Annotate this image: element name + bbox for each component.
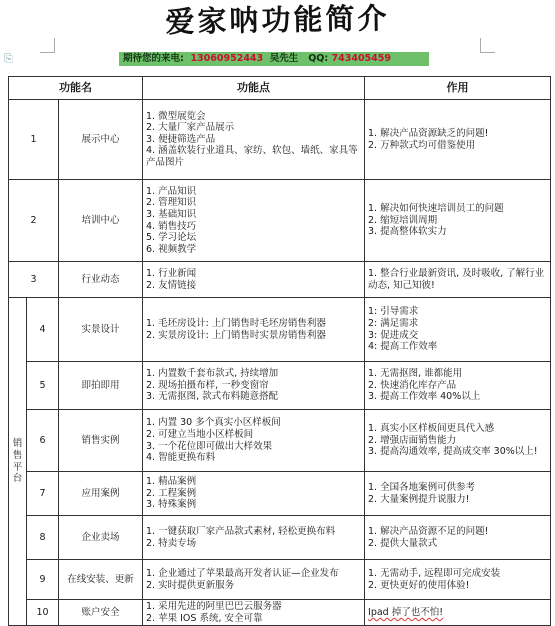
feature-name: 销售实例 — [59, 410, 143, 472]
feature-point: 1. 内置数千套布款式, 持续增加 — [146, 368, 279, 380]
group-label-sales-platform: 销售平台 — [9, 298, 27, 626]
usage-item: 2. 快速消化库存产品 — [368, 379, 457, 391]
feature-name: 企业卖场 — [59, 516, 143, 560]
header-usage: 作用 — [365, 77, 551, 100]
usage-item: 2. 缩短培训周期 — [368, 214, 438, 226]
feature-points-list — [146, 526, 361, 549]
feature-point: 2. 实时提供更新服务 — [146, 579, 235, 591]
table-row — [9, 410, 551, 472]
usage-item: 2. 万种款式均可借鉴使用 — [368, 139, 476, 151]
feature-point: 2. 特卖专场 — [146, 537, 197, 549]
usage-cell — [365, 180, 551, 262]
usage-cell — [365, 516, 551, 560]
feature-point: 2. 苹果 IOS 系统, 安全可靠 — [146, 612, 263, 624]
page-title: 爱家呐功能简介 — [165, 1, 390, 39]
feature-point: 1. 行业新闻 — [146, 267, 197, 279]
usage-item: 1. 解决如何快速培训员工的问题 — [368, 203, 504, 215]
feature-points-cell — [143, 600, 365, 626]
usage-item: 1. 解决产品资源缺乏的问题! — [368, 127, 489, 139]
feature-points-cell — [143, 472, 365, 516]
feature-point: 1. 采用先进的阿里巴巴云服务器 — [146, 601, 282, 612]
feature-points-list — [146, 601, 361, 624]
feature-point: 2. 大量厂家产品展示 — [146, 122, 235, 134]
row-number: 8 — [27, 516, 59, 560]
usage-cell — [365, 560, 551, 600]
usage-item: 1. 整合行业最新资讯, 及时吸收, 了解行业动态, 知己知彼! — [368, 267, 545, 291]
row-number: 3 — [9, 262, 59, 298]
feature-point: 1. 微型展览会 — [146, 110, 206, 122]
feature-point: 2. 现场拍摄布样, 一秒变窗帘 — [146, 379, 269, 391]
usage-item: 4: 提高工作效率 — [368, 341, 438, 353]
table-row — [9, 362, 551, 410]
row-number: 6 — [27, 410, 59, 472]
usage-item: 1. 真实小区样板间更具代入感 — [368, 423, 495, 435]
usage-list — [368, 368, 547, 403]
feature-name: 在线安装、更新 — [59, 560, 143, 600]
usage-cell — [365, 298, 551, 362]
usage-item: 2. 提供大量款式 — [368, 537, 438, 549]
row-number: 1 — [9, 100, 59, 180]
margin-corner-right — [480, 38, 495, 53]
feature-points-cell — [143, 362, 365, 410]
feature-name: 账户安全 — [59, 600, 143, 626]
table-row — [9, 516, 551, 560]
feature-points-list — [146, 417, 361, 463]
header-feature-points: 功能点 — [143, 77, 365, 100]
header-feature-name: 功能名 — [9, 77, 143, 100]
usage-item: 3. 提高整体软实力 — [368, 226, 447, 238]
row-number: 10 — [27, 600, 59, 626]
usage-cell — [365, 100, 551, 180]
table-row — [9, 600, 551, 626]
feature-points-cell — [143, 560, 365, 600]
feature-point: 3. 基础知识 — [146, 208, 197, 220]
table-row — [9, 472, 551, 516]
feature-point: 1. 内置 30 多个真实小区样板间 — [146, 417, 281, 429]
feature-point: 3. 特殊案例 — [146, 499, 197, 511]
usage-list — [368, 607, 547, 619]
usage-list — [368, 423, 547, 458]
usage-item: 2: 满足需求 — [368, 317, 419, 329]
table-row — [9, 180, 551, 262]
contact-phone: 13060952443 — [190, 53, 264, 64]
table-row — [9, 262, 551, 298]
usage-item: Ipad 掉了也不怕! — [368, 606, 444, 618]
feature-point: 4. 涵盖软装行业道具、家纺、软包、墙纸、家具等产品图片 — [146, 145, 358, 168]
table-row — [9, 100, 551, 180]
usage-item: 3: 促进成交 — [368, 329, 419, 341]
feature-name: 行业动态 — [59, 262, 143, 298]
contact-qq-label: QQ: — [308, 53, 329, 64]
feature-point: 2. 工程案例 — [146, 487, 197, 499]
usage-list — [368, 526, 547, 549]
usage-cell — [365, 262, 551, 298]
row-number: 4 — [27, 298, 59, 362]
usage-list — [368, 268, 547, 291]
margin-corner-left — [40, 38, 55, 53]
usage-item: 1: 引导需求 — [368, 306, 419, 318]
feature-points-list — [146, 568, 361, 591]
feature-point: 1. 产品知识 — [146, 185, 197, 197]
usage-item: 2. 大量案例提升说服力! — [368, 493, 470, 505]
usage-cell — [365, 362, 551, 410]
feature-point: 1. 一键获取厂家产品款式素材, 轻松更换布料 — [146, 525, 336, 537]
feature-point: 2. 管理知识 — [146, 197, 197, 209]
row-number: 5 — [27, 362, 59, 410]
feature-point: 2. 可建立当地小区样板间 — [146, 428, 254, 440]
feature-points-list — [146, 476, 361, 511]
usage-cell — [365, 600, 551, 626]
contact-person: 吴先生 — [269, 53, 299, 64]
row-number: 7 — [27, 472, 59, 516]
feature-point: 6. 视频教学 — [146, 243, 197, 255]
feature-points-cell — [143, 298, 365, 362]
feature-name: 应用案例 — [59, 472, 143, 516]
usage-cell — [365, 410, 551, 472]
feature-name: 培训中心 — [59, 180, 143, 262]
usage-item: 1. 无需动手, 远程即可完成安装 — [368, 567, 501, 579]
contact-label: 期待您的来电: — [123, 53, 184, 64]
feature-points-cell — [143, 180, 365, 262]
usage-list — [368, 203, 547, 238]
feature-point: 4. 销售技巧 — [146, 220, 197, 232]
feature-name: 实景设计 — [59, 298, 143, 362]
feature-points-cell — [143, 100, 365, 180]
feature-table — [8, 76, 551, 626]
usage-item: 1. 全国各地案例可供参考 — [368, 481, 476, 493]
feature-points-cell — [143, 516, 365, 560]
feature-points-cell — [143, 410, 365, 472]
usage-item: 3. 提高工作效率 40%以上 — [368, 391, 481, 403]
usage-list — [368, 568, 547, 591]
feature-point: 3. 一个花位即可做出大样效果 — [146, 440, 273, 452]
feature-point: 3. 无需抠图, 款式布料随意搭配 — [146, 391, 279, 403]
feature-points-list — [146, 111, 361, 169]
feature-name: 即拍即用 — [59, 362, 143, 410]
contact-banner — [119, 52, 429, 66]
usage-item: 3. 提高沟通效率, 提高成交率 30%以上! — [368, 446, 538, 458]
feature-point: 3. 便捷筛选产品 — [146, 133, 216, 145]
feature-point: 1. 精品案例 — [146, 476, 197, 488]
usage-list — [368, 482, 547, 505]
feature-point: 4. 智能更换布料 — [146, 452, 216, 464]
row-number: 9 — [27, 560, 59, 600]
table-row — [9, 298, 551, 362]
feature-point: 1. 企业通过了苹果最高开发者认证—企业发布 — [146, 567, 339, 579]
feature-point: 2. 友情链接 — [146, 279, 197, 291]
feature-points-list — [146, 268, 361, 291]
document-anchor-icon: ⎘ — [4, 52, 13, 65]
table-row — [9, 560, 551, 600]
usage-item: 2. 更快更好的使用体验! — [368, 579, 470, 591]
feature-point: 5. 学习论坛 — [146, 232, 197, 244]
feature-points-list — [146, 318, 361, 341]
usage-item: 1. 解决产品资源不足的问题! — [368, 525, 489, 537]
feature-points-list — [146, 186, 361, 256]
usage-list — [368, 306, 547, 352]
feature-points-list — [146, 368, 361, 403]
feature-name: 展示中心 — [59, 100, 143, 180]
usage-item: 1. 无需抠图, 谁都能用 — [368, 368, 463, 380]
table-header-row — [9, 77, 551, 100]
usage-cell — [365, 472, 551, 516]
usage-list — [368, 128, 547, 151]
usage-item: 2. 增强店面销售能力 — [368, 434, 457, 446]
row-number: 2 — [9, 180, 59, 262]
feature-points-cell — [143, 262, 365, 298]
feature-point: 2. 实景房设计: 上门销售时实景房销售利器 — [146, 329, 326, 341]
feature-point: 1. 毛坯房设计: 上门销售时毛坯房销售利器 — [146, 317, 326, 329]
contact-qq: 743405459 — [331, 53, 391, 64]
